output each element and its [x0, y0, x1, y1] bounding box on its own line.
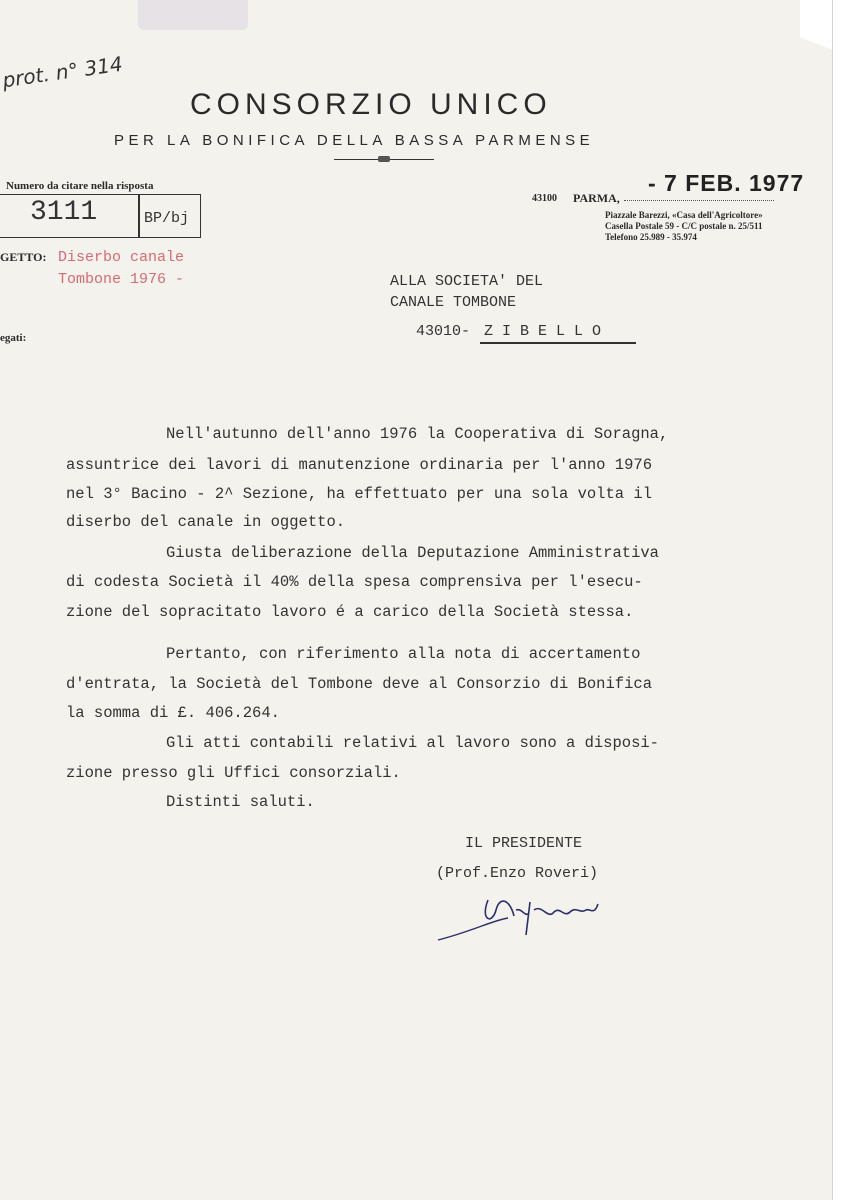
body-line: Nell'autunno dell'anno 1976 la Cooperativa di Soragna, [166, 425, 669, 443]
scan-margin [832, 0, 848, 1200]
body-line: Pertanto, con riferimento alla nota di accertamento [166, 645, 641, 663]
address-line-3: Telefono 25.989 - 35.974 [605, 232, 697, 242]
body-line: Giusta deliberazione della Deputazione Amministrativa [166, 544, 659, 562]
letterhead-title: CONSORZIO UNICO [190, 88, 552, 121]
corner-fold [800, 0, 832, 110]
body-line: di codesta Società il 40% della spesa comprensiva per l'esecu- [66, 573, 643, 591]
body-line: nel 3° Bacino - 2^ Sezione, ha effettuato per una sola volta il [66, 485, 652, 503]
address-line-1: Piazzale Barezzi, «Casa dell'Agricoltore» [605, 210, 763, 220]
body-line: la somma di £. 406.264. [66, 704, 280, 722]
address-line-2: Casella Postale 59 - C/C postale n. 25/511 [605, 221, 763, 231]
letter-date: - 7 FEB. 1977 [648, 170, 805, 196]
reference-box-divider [138, 194, 140, 238]
subject-line-2: Tombone 1976 - [58, 271, 185, 288]
recipient-town: Z I B E L L O [484, 323, 602, 340]
body-line: diserbo del canale in oggetto. [66, 513, 346, 531]
postcode: 43100 [532, 193, 557, 204]
body-line: d'entrata, la Società del Tombone deve al Consorzio di Bonifica [66, 675, 652, 693]
body-line: zione presso gli Uffici consorziali. [66, 764, 401, 782]
letterhead-ornament [378, 156, 390, 162]
body-line: Gli atti contabili relativi al lavoro sono a disposi- [166, 734, 659, 752]
body-line: assuntrice dei lavori di manutenzione ordinaria per l'anno 1976 [66, 456, 652, 474]
subject-label: GETTO: [0, 250, 47, 264]
body-line: zione del sopracitato lavoro é a carico della Società stessa. [66, 603, 634, 621]
recipient-line-1: ALLA SOCIETA' DEL [390, 273, 544, 290]
signer-role: IL PRESIDENTE [465, 835, 583, 852]
attachments-label: egati: [0, 332, 27, 344]
signer-name: (Prof.Enzo Roveri) [436, 865, 599, 882]
recipient-underline [480, 342, 636, 344]
letterhead-subtitle: PER LA BONIFICA DELLA BASSA PARMENSE [114, 132, 595, 149]
reference-number: 3111 [30, 197, 98, 228]
handwritten-protocol-note: prot. n° 314 [0, 51, 125, 93]
subject-line-1: Diserbo canale [58, 249, 185, 266]
body-line: Distinti saluti. [166, 793, 315, 811]
reference-initials: BP/bj [144, 210, 190, 227]
handwritten-signature [430, 880, 630, 945]
recipient-line-2: CANALE TOMBONE [390, 294, 517, 311]
recipient-postcode: 43010- [416, 323, 471, 340]
date-line [624, 200, 774, 201]
reference-label: Numero da citare nella risposta [6, 180, 154, 192]
city: PARMA, [573, 191, 620, 205]
paper-tab [138, 0, 248, 30]
